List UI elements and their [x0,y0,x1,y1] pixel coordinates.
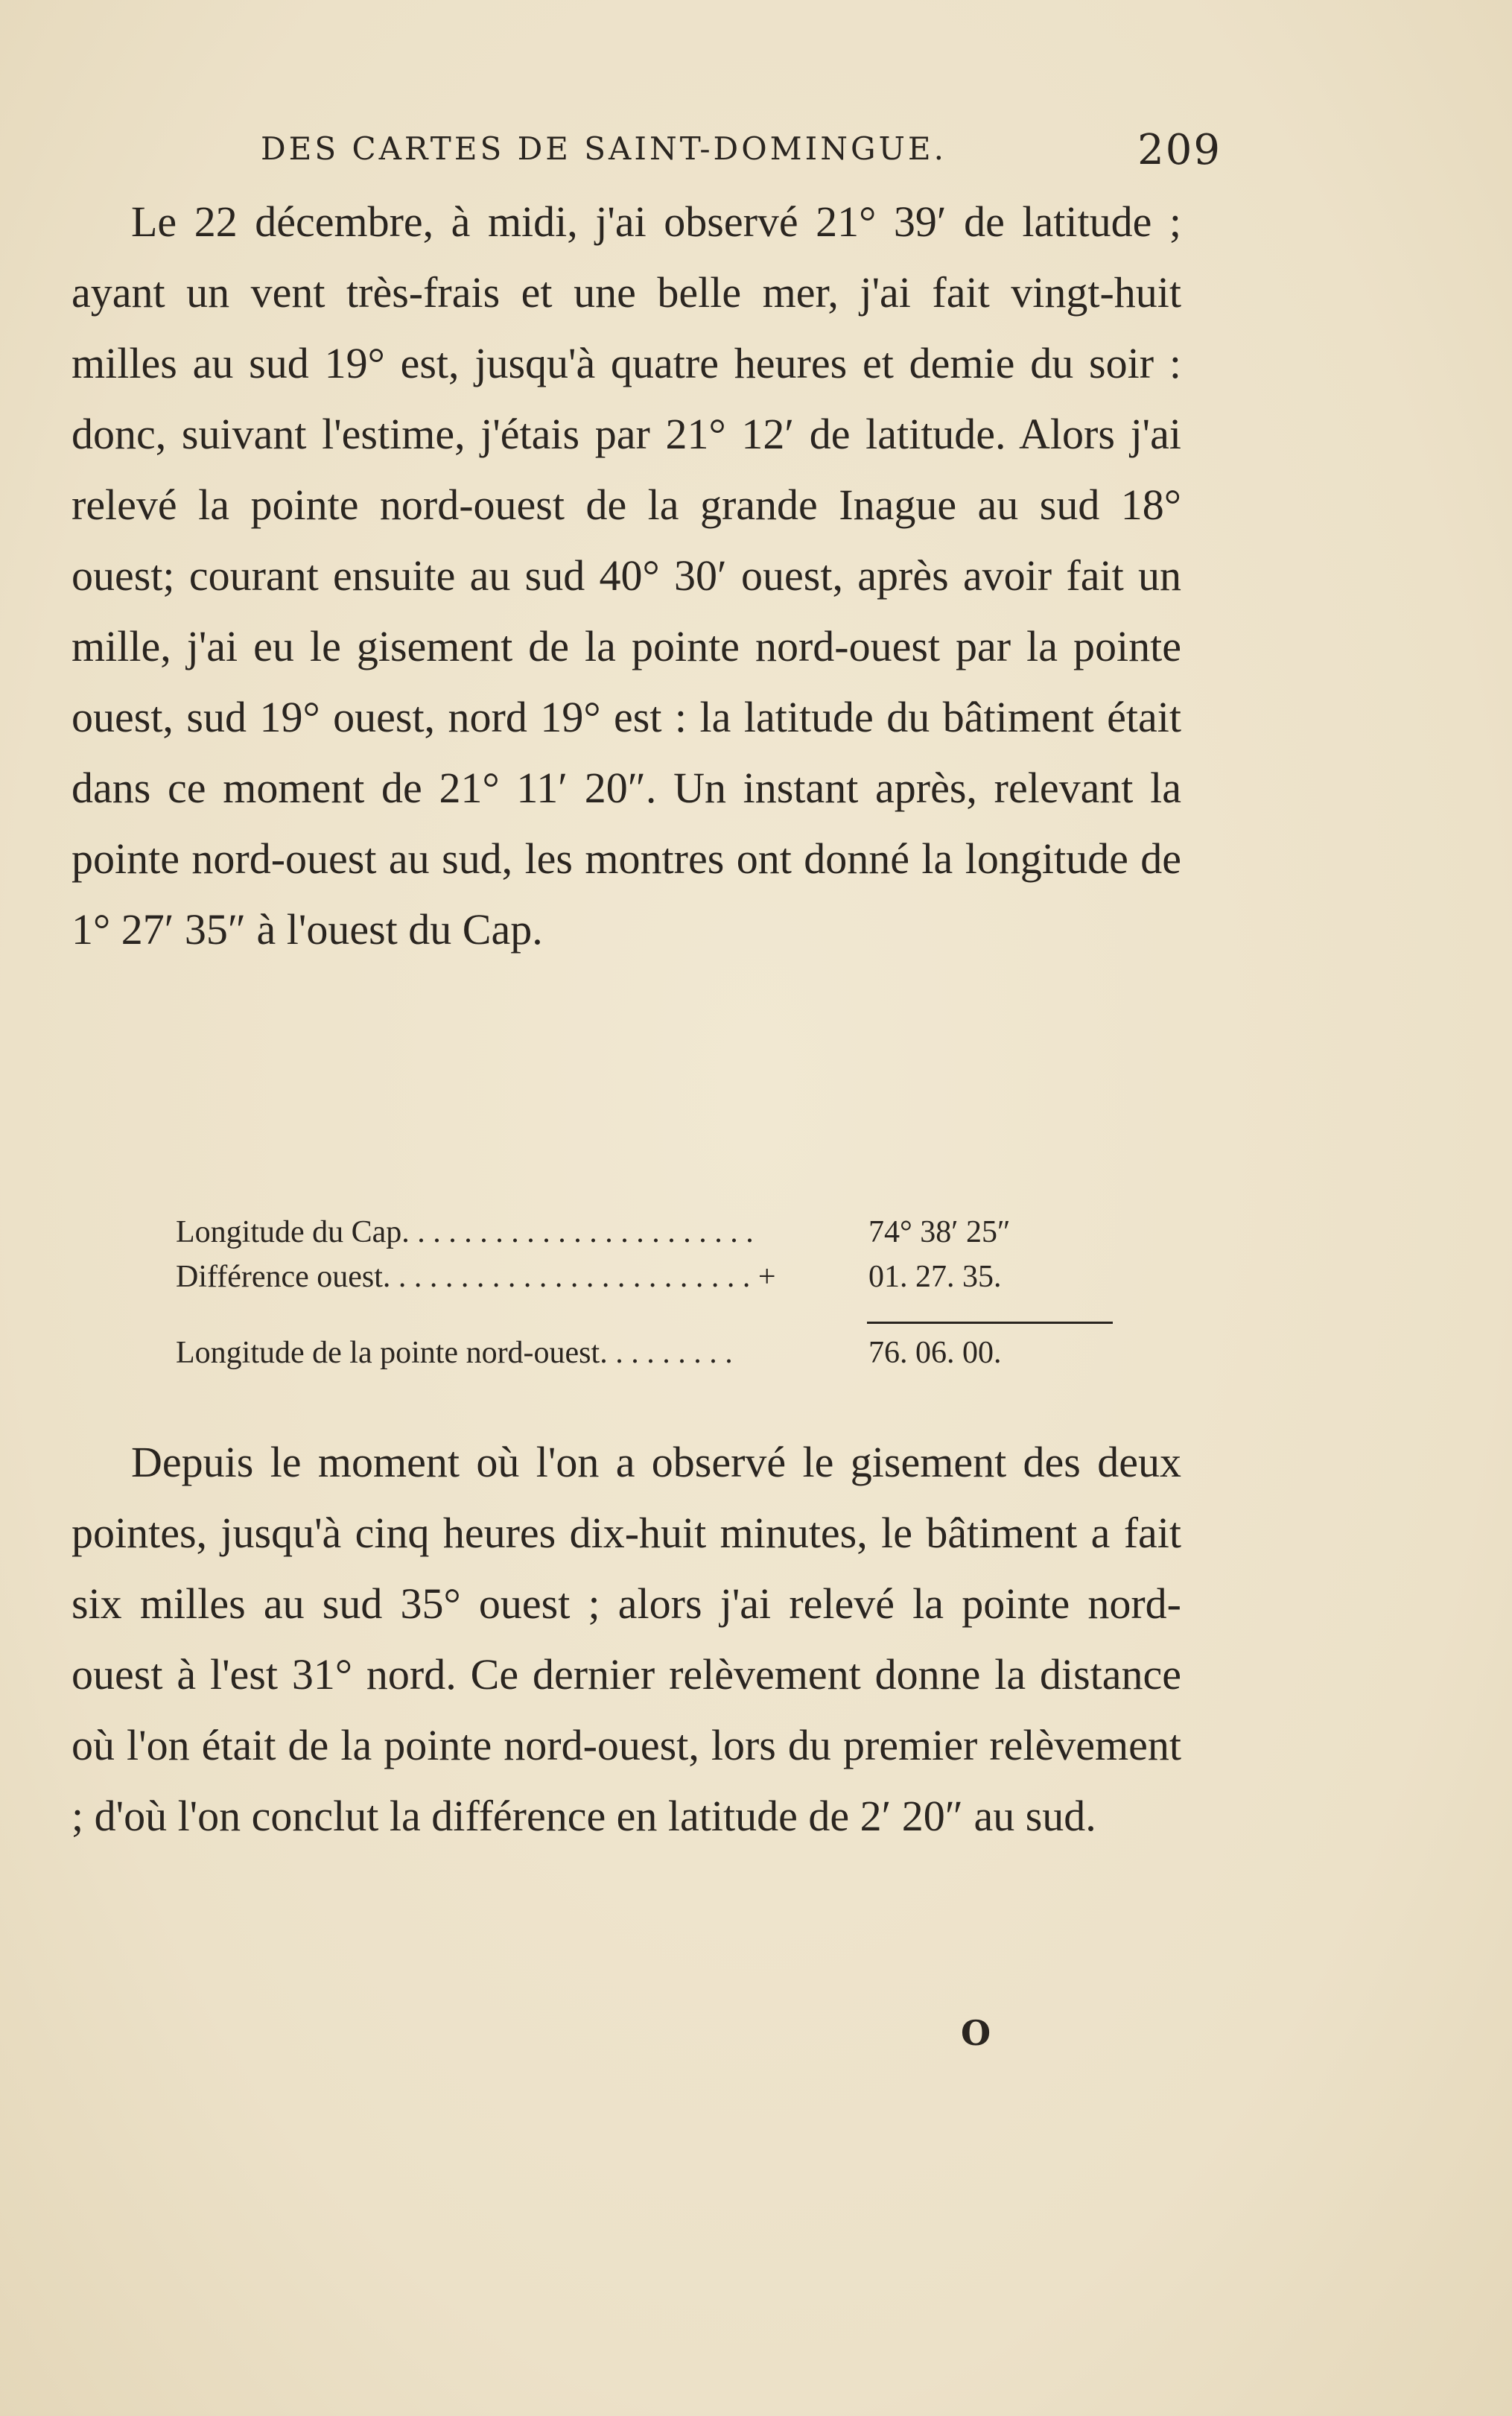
calc-row-difference-label: Différence ouest. . . . . . . . . . . . . . . . . . . . . . . . + [176,1260,776,1294]
longitude-calculation [176,1214,1070,1370]
paragraph-1 [72,186,1181,965]
calc-row-total-label: Longitude de la pointe nord-ouest. . . . . . . . . [176,1336,733,1370]
calc-row-total [176,1335,1144,1380]
calc-row-cap [176,1214,1070,1259]
calc-row-cap-value: 74° 38′ 25″ [868,1215,1011,1249]
calc-row-difference [176,1259,1070,1304]
paragraph-2-text: Depuis le moment où l'on a observé le gisement des deux pointes, jusqu'à cinq heures dix-huit minutes, le bâtiment a fait six milles au sud 35° ouest ; alors j'ai relevé la pointe nord-ouest à l'est 31° nord. Ce dernier relèvement donne la distance où l'on était de la pointe nord-ouest, lors du premier relèvement ; d'où l'on conclut la différence en latitude de 2′ 20″ au sud. [72,1438,1181,1840]
signature-mark: O [961,2013,991,2053]
running-head [261,126,1222,175]
paragraph-1-text: Le 22 décembre, à midi, j'ai observé 21° 39′ de latitude ; ayant un vent très-frais et une belle mer, j'ai fait vingt-huit milles au sud 19° est, jusqu'à quatre heures et demie du soir : donc, suivant l'estime, j'étais par 21° 12′ de latitude. Alors j'ai relevé la pointe nord-ouest de la grande Inague au sud 18° ouest; courant ensuite au sud 40° 30′ ouest, après avoir fait un mille, j'ai eu le gisement de la pointe nord-ouest par la pointe ouest, sud 19° ouest, nord 19° est : la latitude du bâtiment était dans ce moment de 21° 11′ 20″. Un instant après, relevant la pointe nord-ouest au sud, les montres ont donné la longitude de 1° 27′ 35″ à l'ouest du Cap. [72,197,1181,954]
calc-row-total-value: 76. 06. 00. [868,1336,1002,1370]
calc-row-cap-label: Longitude du Cap. . . . . . . . . . . . . . . . . . . . . . . [176,1215,754,1249]
paragraph-2 [72,1427,1181,1851]
calc-row-difference-value: 01. 27. 35. [868,1260,1002,1294]
page-number: 209 [1137,126,1222,174]
running-head-title: DES CARTES DE SAINT-DOMINGUE. [261,130,947,167]
calc-sum-rule [867,1322,1113,1324]
